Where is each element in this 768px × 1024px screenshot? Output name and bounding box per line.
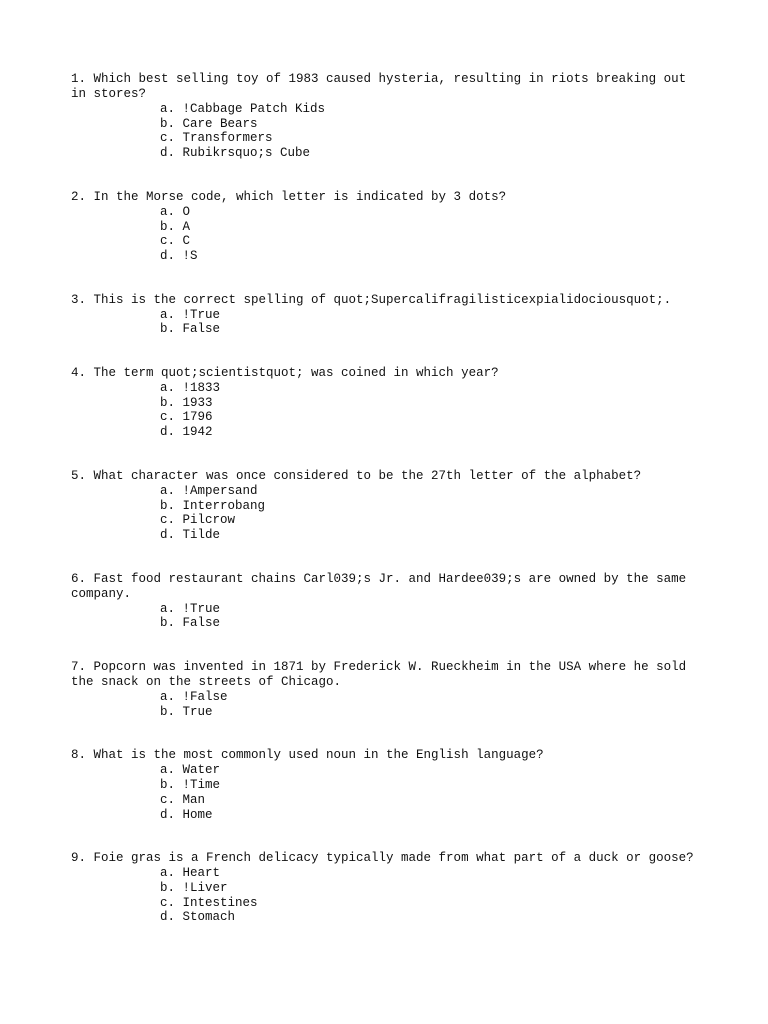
- question-1: [71, 72, 701, 161]
- answer-option: a. !1833: [160, 381, 221, 396]
- question-4: [71, 366, 701, 440]
- answer-options: [71, 381, 701, 440]
- answer-option: a. !Ampersand: [160, 483, 258, 498]
- answer-option: a. !False: [160, 690, 228, 705]
- answer-options: [71, 763, 701, 822]
- answer-option: a. !True: [160, 307, 221, 322]
- answer-option: b. False: [160, 322, 221, 337]
- answer-option: d. Tilde: [160, 527, 221, 542]
- answer-option: b. 1933: [160, 395, 213, 410]
- question-2: [71, 190, 701, 264]
- answer-option: b. True: [160, 704, 213, 719]
- question-text: 9. Foie gras is a French delicacy typically made from what part of a duck or goose?: [71, 851, 694, 866]
- answer-option: d. Stomach: [160, 910, 236, 925]
- spacer: [71, 719, 701, 748]
- question-text: 2. In the Morse code, which letter is indicated by 3 dots?: [71, 189, 507, 204]
- answer-options: [71, 866, 701, 925]
- spacer: [71, 337, 701, 366]
- answer-options: [71, 484, 701, 543]
- answer-option: b. Interrobang: [160, 498, 266, 513]
- answer-option: a. Water: [160, 763, 221, 778]
- answer-option: c. Intestines: [160, 895, 258, 910]
- spacer: [71, 543, 701, 572]
- answer-option: c. Man: [160, 792, 206, 807]
- question-9: [71, 851, 701, 925]
- question-text: 6. Fast food restaurant chains Carl039;s Jr. and Hardee039;s are owned by the same company.: [71, 571, 694, 601]
- answer-option: d. 1942: [160, 425, 213, 440]
- answer-option: b. False: [160, 616, 221, 631]
- question-text: 4. The term quot;scientistquot; was coined in which year?: [71, 366, 499, 381]
- answer-option: c. Transformers: [160, 131, 273, 146]
- answer-option: c. 1796: [160, 410, 213, 425]
- question-text: 7. Popcorn was invented in 1871 by Frederick W. Rueckheim in the USA where he sold the snack on the streets of Chicago.: [71, 660, 694, 690]
- spacer: [71, 440, 701, 469]
- answer-options: [71, 690, 701, 719]
- question-5: [71, 469, 701, 543]
- spacer: [71, 631, 701, 660]
- answer-option: d. !S: [160, 248, 198, 263]
- spacer: [71, 264, 701, 293]
- question-text: 8. What is the most commonly used noun in the English language?: [71, 748, 544, 763]
- answer-options: [71, 308, 701, 337]
- question-text: 1. Which best selling toy of 1983 caused hysteria, resulting in riots breaking out in stores?: [71, 72, 694, 101]
- answer-option: a. !Cabbage Patch Kids: [160, 102, 326, 116]
- answer-option: c. C: [160, 234, 191, 249]
- answer-option: b. A: [160, 219, 191, 234]
- answer-option: b. Care Bears: [160, 116, 258, 131]
- question-text: 5. What character was once considered to be the 27th letter of the alphabet?: [71, 468, 642, 483]
- answer-options: [71, 602, 701, 631]
- question-7: [71, 660, 701, 719]
- answer-option: a. O: [160, 204, 191, 219]
- question-3: [71, 293, 701, 337]
- question-text: 3. This is the correct spelling of quot;Supercalifragilisticexpialidociousquot;.: [71, 292, 672, 307]
- question-6: [71, 572, 701, 631]
- answer-option: a. Heart: [160, 866, 221, 881]
- question-8: [71, 748, 701, 822]
- spacer: [71, 161, 701, 190]
- quiz-document: [71, 72, 701, 925]
- answer-option: c. Pilcrow: [160, 513, 236, 528]
- answer-option: a. !True: [160, 601, 221, 616]
- spacer: [71, 822, 701, 851]
- answer-options: [71, 102, 701, 161]
- answer-options: [71, 205, 701, 264]
- answer-option: d. Rubikrsquo;s Cube: [160, 146, 311, 161]
- answer-option: b. !Time: [160, 778, 221, 793]
- answer-option: d. Home: [160, 807, 213, 822]
- answer-option: b. !Liver: [160, 880, 228, 895]
